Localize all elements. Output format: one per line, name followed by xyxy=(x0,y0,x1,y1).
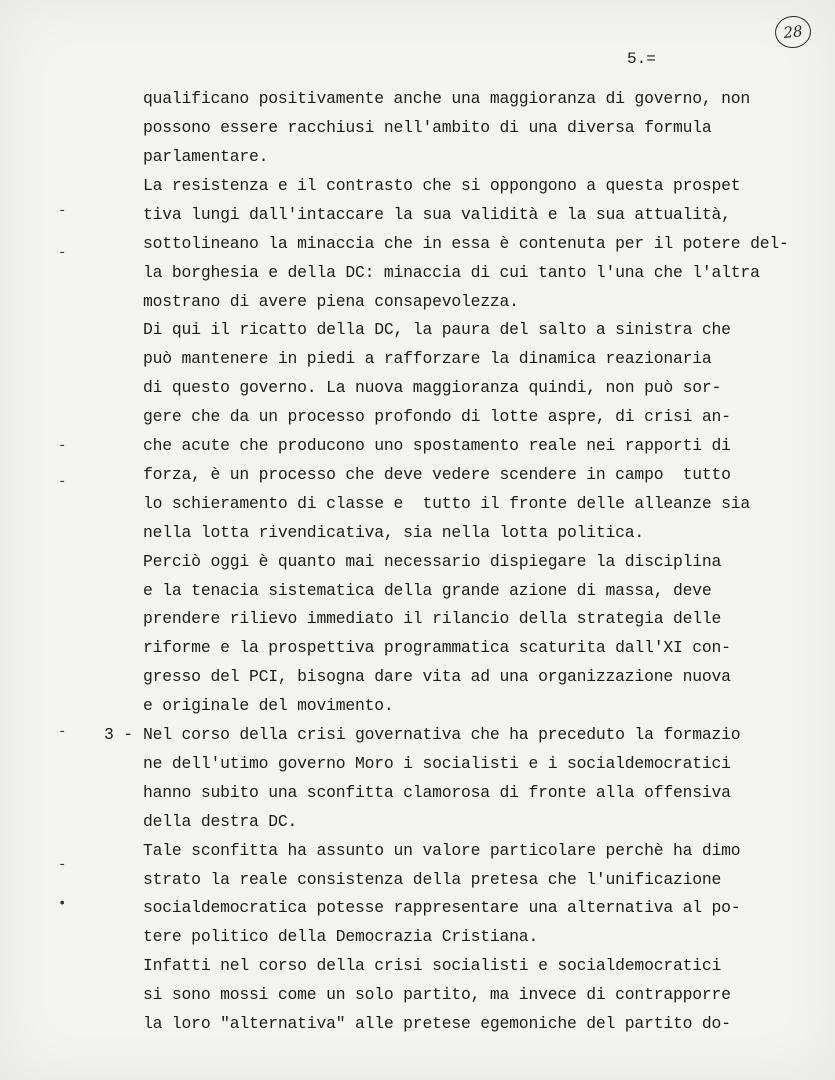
text-line: che acute che producono uno spostamento reale nei rapporti di xyxy=(143,436,731,455)
text-line: prendere rilievo immediato il rilancio della strategia delle xyxy=(143,609,722,628)
text-line: parlamentare. xyxy=(143,147,269,166)
text-line: Perciò oggi è quanto mai necessario dispiegare la disciplina xyxy=(143,552,722,571)
text-line: Di qui il ricatto della DC, la paura del salto a sinistra che xyxy=(143,320,731,339)
text-line: la loro "alternativa" alle pretese egemoniche del partito do- xyxy=(143,1014,731,1033)
text-line: di questo governo. La nuova maggioranza quindi, non può sor- xyxy=(143,378,722,397)
text-line: della destra DC. xyxy=(143,812,298,831)
text-line: si sono mossi come un solo partito, ma invece di contrapporre xyxy=(143,985,731,1004)
text-line: gresso del PCI, bisogna dare vita ad una organizzazione nuova xyxy=(143,667,731,686)
text-line: e originale del movimento. xyxy=(143,696,394,715)
text-line: tiva lungi dall'intaccare la sua validità e la sua attualità, xyxy=(143,205,731,224)
text-line: Nel corso della crisi governativa che ha preceduto la formazio xyxy=(143,725,741,744)
margin-mark: - xyxy=(58,203,67,219)
margin-mark: - xyxy=(58,438,67,454)
margin-mark: - xyxy=(58,724,67,740)
text-line: forza, è un processo che deve vedere scendere in campo tutto xyxy=(143,465,731,484)
text-line: Infatti nel corso della crisi socialisti e socialdemocratici xyxy=(143,956,722,975)
margin-mark: - xyxy=(58,474,67,490)
text-line: possono essere racchiusi nell'ambito di una diversa formula xyxy=(143,118,712,137)
page-number: 5.= xyxy=(627,50,656,68)
margin-mark: - xyxy=(58,245,67,261)
text-line: gere che da un processo profondo di lotte aspre, di crisi an- xyxy=(143,407,731,426)
text-line: tere politico della Democrazia Cristiana. xyxy=(143,927,539,946)
text-line: Tale sconfitta ha assunto un valore particolare perchè ha dimo xyxy=(143,841,741,860)
margin-mark: - xyxy=(58,857,67,873)
text-line: riforme e la prospettiva programmatica scaturita dall'XI con- xyxy=(143,638,731,657)
text-line: può mantenere in piedi a rafforzare la dinamica reazionaria xyxy=(143,349,712,368)
text-line: La resistenza e il contrasto che si oppongono a questa prospet xyxy=(143,176,741,195)
text-line: qualificano positivamente anche una maggioranza di governo, non xyxy=(143,89,751,108)
text-line: mostrano di avere piena consapevolezza. xyxy=(143,292,519,311)
text-line: ne dell'utimo governo Moro i socialisti e i socialdemocratici xyxy=(143,754,731,773)
text-line: hanno subito una sconfitta clamorosa di fronte alla offensiva xyxy=(143,783,731,802)
text-line: lo schieramento di classe e tutto il fronte delle alleanze sia xyxy=(143,494,751,513)
text-line: nella lotta rivendicativa, sia nella lotta politica. xyxy=(143,523,645,542)
text-line: e la tenacia sistematica della grande azione di massa, deve xyxy=(143,581,712,600)
text-line: la borghesia e della DC: minaccia di cui tanto l'una che l'altra xyxy=(143,263,760,282)
margin-mark: • xyxy=(58,896,67,912)
text-line: strato la reale consistenza della pretesa che l'unificazione xyxy=(143,870,722,889)
section-number: 3 - xyxy=(104,725,133,744)
text-line: socialdemocratica potesse rappresentare una alternativa al po- xyxy=(143,898,741,917)
archive-stamp: 28 xyxy=(773,14,812,50)
text-line: sottolineano la minaccia che in essa è contenuta per il potere del- xyxy=(143,234,789,253)
